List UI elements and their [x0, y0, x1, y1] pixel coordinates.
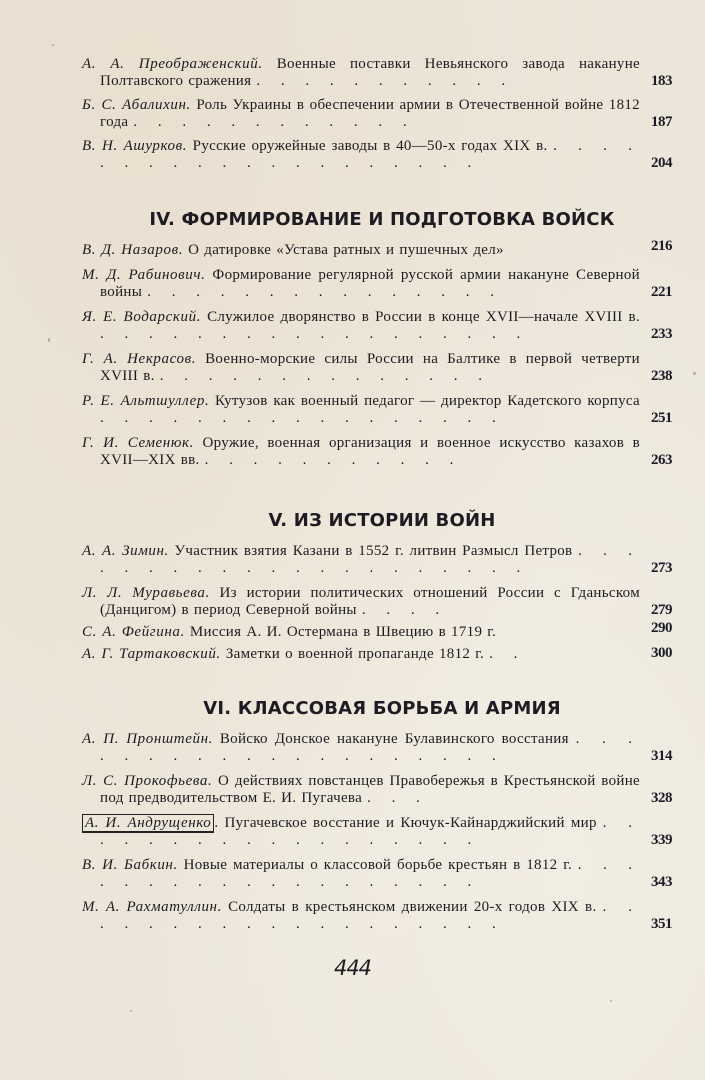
leader-dots: . . . . . . . . . . . . . . . . . .	[100, 326, 529, 342]
section-heading: IV. ФОРМИРОВАНИЕ И ПОДГОТОВКА ВОЙСК	[149, 209, 615, 230]
leader-dots: . . . . . . . . . . . . . . . . . . . .	[100, 731, 641, 764]
entry-author: В. Н. Ашурков.	[82, 138, 188, 154]
entry-author: А. П. Пронштейн.	[82, 731, 213, 747]
section-heading: VI. КЛАССОВАЯ БОРЬБА И АРМИЯ	[203, 698, 561, 719]
entry-title: Роль Украины в обеспечении армии в Отечественной войне 1812 года	[100, 97, 640, 130]
entry-page-number: 328	[651, 790, 672, 806]
page-number-folio: 444	[333, 956, 372, 980]
entry-page-number: 216	[651, 238, 672, 254]
toc-entry	[82, 620, 682, 641]
entry-author: М. А. Рахматуллин.	[82, 899, 222, 915]
toc-entry	[82, 351, 682, 385]
entry-author: Р. Е. Альтшуллер.	[82, 393, 210, 409]
toc-entry	[82, 238, 682, 259]
leader-dots: . . . . . . . . . . . .	[133, 114, 415, 130]
entry-title: Новые материалы о классовой борьбе крестьян в 1812 г.	[183, 857, 573, 873]
entry-author: А. Г. Тартаковский.	[82, 646, 221, 662]
entry-author: С. А. Фейгина.	[82, 624, 185, 640]
entry-text	[82, 97, 640, 131]
entry-page-number: 251	[651, 410, 672, 426]
paper-speck	[130, 1010, 132, 1012]
toc-entry	[82, 815, 682, 849]
entry-page-number: 351	[651, 916, 672, 932]
entry-text	[82, 138, 640, 172]
toc-entry	[82, 138, 682, 172]
entry-page-number: 343	[651, 874, 672, 890]
entry-title: Миссия А. И. Остермана в Швецию в 1719 г.	[189, 624, 497, 640]
entry-page-number: 238	[651, 368, 672, 384]
entry-page-number: 187	[651, 114, 672, 130]
entry-author: А. А. Преображенский.	[82, 56, 263, 72]
entry-page-number: 183	[651, 73, 672, 89]
entry-author: Г. А. Некрасов.	[82, 351, 197, 367]
toc-entry	[82, 267, 682, 301]
leader-dots: . . . . . . . . . . . . . . . . . . . . .	[100, 543, 640, 576]
leader-dots: . . . . . . . . . . .	[256, 73, 514, 89]
entry-text	[82, 773, 640, 807]
entry-title: Войско Донское накануне Булавинского восстания	[219, 731, 569, 747]
entry-text	[82, 857, 640, 891]
entry-page-number: 279	[651, 602, 672, 618]
toc-section-vi	[82, 697, 682, 941]
entry-author: Б. С. Абалихин.	[82, 97, 191, 113]
entry-text	[82, 242, 640, 259]
entry-text	[82, 585, 640, 619]
entry-title: . Пугачевское восстание и Кючук-Кайнарджийский мир	[214, 815, 597, 831]
leader-dots: . . . .	[361, 602, 448, 618]
entry-author: В. Д. Назаров.	[82, 242, 184, 258]
entry-author: Л. С. Прокофьева.	[82, 773, 213, 789]
leader-dots: . . . . . . . . . . . . . . . . .	[100, 410, 504, 426]
entry-page-number: 204	[651, 155, 672, 171]
entry-page-number: 339	[651, 832, 672, 848]
toc-entry	[82, 899, 682, 933]
entry-title: Служилое дворянство в России в конце XVII—начале XVIII в.	[207, 309, 640, 325]
leader-dots: . . .	[367, 790, 428, 806]
leader-dots: . . . . . . . . . . . . . . .	[147, 284, 502, 300]
entry-text	[82, 393, 640, 427]
entry-text	[82, 815, 640, 849]
leader-dots: . . . . . . . . . . . . . .	[159, 368, 490, 384]
entry-text	[82, 543, 640, 577]
leader-dots: . . . . . . . . . . . . . . . . . . . .	[100, 138, 640, 171]
entry-author: Л. Л. Муравьева.	[82, 585, 210, 601]
entry-page-number: 300	[651, 645, 672, 661]
toc-entry	[82, 56, 682, 90]
entry-title: Русские оружейные заводы в 40—50-х годах XIX в.	[192, 138, 548, 154]
entry-author: М. Д. Рабинович.	[82, 267, 206, 283]
entry-title: Солдаты в крестьянском движении 20-х годов XIX в.	[228, 899, 597, 915]
leader-dots: . . . . . . . . . . . . . . . . . . .	[100, 857, 640, 890]
entry-title: Кутузов как военный педагог — директор Кадетского корпуса	[214, 393, 640, 409]
toc-entry	[82, 731, 682, 765]
entry-page-number: 233	[651, 326, 672, 342]
toc-entry	[82, 773, 682, 807]
toc-section-continued	[82, 56, 682, 180]
entry-title: Оружие, военная организация и военное искусство казахов в XVII—XIX вв.	[100, 435, 641, 468]
paper-speck	[52, 44, 54, 46]
entry-title: Из истории политических отношений России с Гданьском (Данцигом) в период Северной войны	[100, 585, 640, 618]
entry-title: О датировке «Устава ратных и пушечных дел»	[188, 242, 504, 258]
toc-entry	[82, 97, 682, 131]
paper-speck	[610, 1000, 612, 1002]
toc-entry	[82, 309, 682, 343]
entry-title: Военные поставки Невьянского завода накануне Полтавского сражения	[100, 56, 640, 89]
entry-author: Г. И. Семенюк.	[82, 435, 194, 451]
entry-author: А. А. Зимин.	[82, 543, 169, 559]
toc-entry	[82, 435, 682, 469]
entry-title: О действиях повстанцев Правобережья в Крестьянской войне под предводительством Е. И. Пугачева	[100, 773, 640, 806]
toc-section-v	[82, 509, 682, 671]
toc-entry	[82, 585, 682, 619]
entry-page-number: 221	[651, 284, 672, 300]
toc-entry	[82, 646, 682, 663]
entry-text	[82, 899, 640, 933]
entry-text	[82, 351, 640, 385]
entry-text	[82, 309, 640, 343]
toc-entry	[82, 857, 682, 891]
entry-text	[82, 646, 640, 663]
entry-page-number: 290	[651, 620, 672, 636]
entry-text	[82, 435, 640, 469]
entry-text	[82, 56, 640, 90]
entry-text	[82, 267, 640, 301]
paper-speck	[693, 372, 696, 375]
entry-title: Военно-морские силы России на Балтике в первой четверти XVIII в.	[100, 351, 640, 384]
entry-author-framed: А. И. Андрущенко	[82, 814, 214, 833]
entry-page-number: 263	[651, 452, 672, 468]
leader-dots: . . . . . . . . . . .	[204, 452, 462, 468]
toc-entry	[82, 393, 682, 427]
entry-title: Формирование регулярной русской армии накануне Северной войны	[100, 267, 640, 300]
leader-dots: . . . . . . . . . . . . . . . . . .	[100, 815, 640, 848]
entry-text	[82, 624, 640, 641]
section-heading: V. ИЗ ИСТОРИИ ВОЙН	[268, 510, 496, 531]
paper-speck	[48, 338, 50, 342]
entry-author: В. И. Бабкин.	[82, 857, 178, 873]
toc-section-iv	[82, 208, 682, 477]
entry-page-number: 273	[651, 560, 672, 576]
entry-title: Участник взятия Казани в 1552 г. литвин Размысл Петров	[174, 543, 573, 559]
entry-author: Я. Е. Водарский.	[82, 309, 202, 325]
entry-text	[82, 731, 640, 765]
leader-dots: . . . . . . . . . . . . . . . . . . .	[100, 899, 640, 932]
toc-entry	[82, 543, 682, 577]
entry-page-number: 314	[651, 748, 672, 764]
leader-dots: . .	[489, 646, 526, 662]
entry-title: Заметки о военной пропаганде 1812 г.	[225, 646, 485, 662]
